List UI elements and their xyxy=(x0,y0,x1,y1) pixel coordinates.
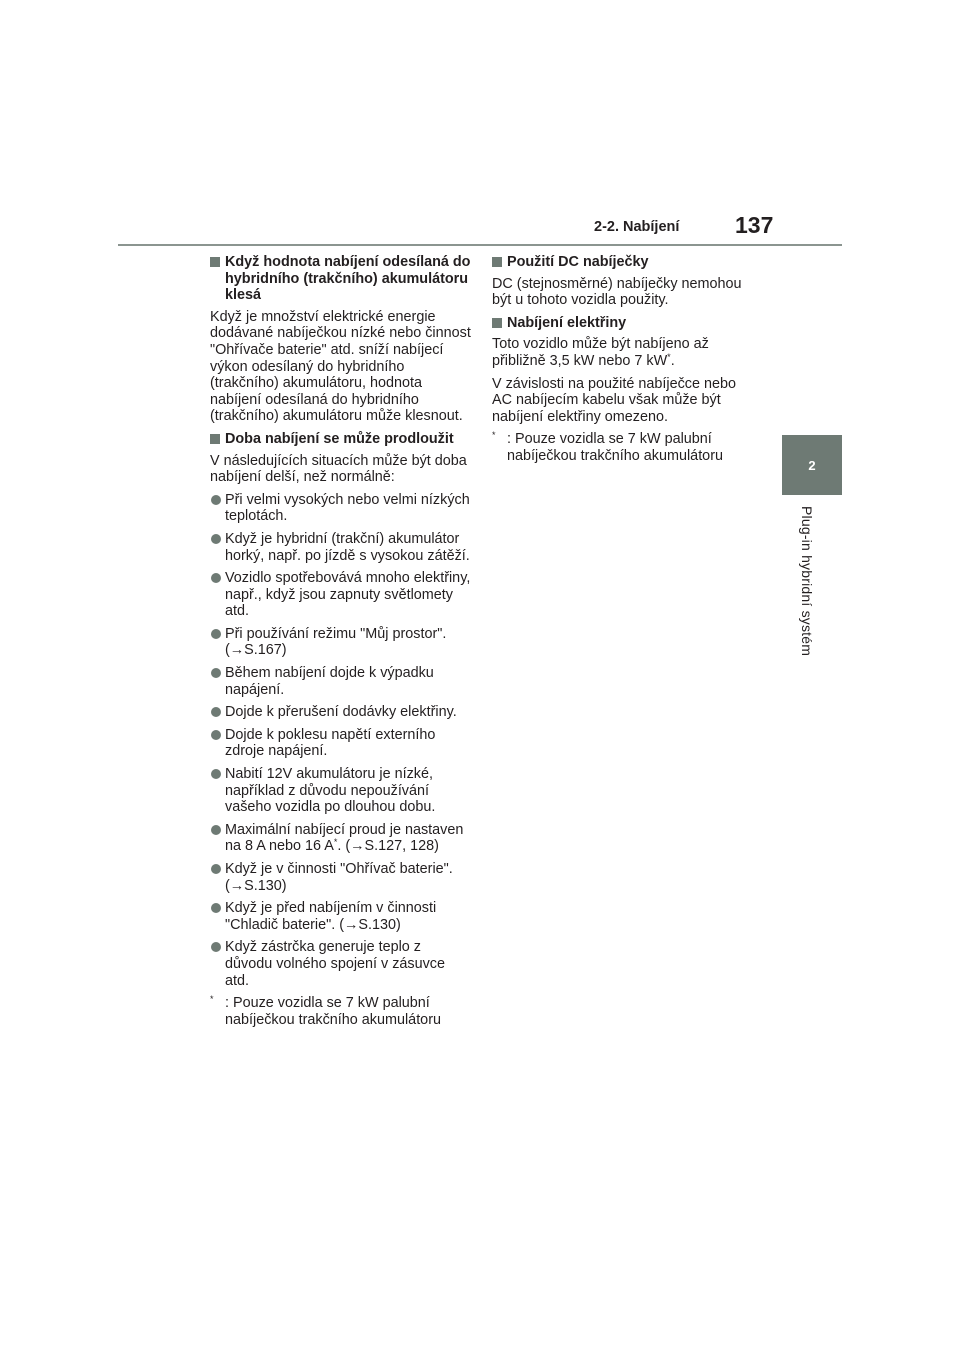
footnote: * : Pouze vozidla se 7 kW palubní nabíječkou trakčního akumulátoru xyxy=(492,430,723,464)
circle-bullet-icon xyxy=(211,707,221,717)
section-title: 2-2. Nabíjení xyxy=(594,219,680,235)
list-item: Když je hybridní (trakční) akumulátor horký, např. po jízdě s vysokou zátěží. xyxy=(210,531,472,564)
list-item: Když zástrčka generuje teplo z důvodu volného spojení v zásuvce atd. xyxy=(210,939,472,989)
circle-bullet-icon xyxy=(211,942,221,952)
footnote-mark: * xyxy=(667,351,671,362)
section-heading: Když hodnota nabíjení odesílaná do hybridního (trakčního) akumulátoru klesá xyxy=(210,254,472,304)
section-heading: Doba nabíjení se může prodloužit xyxy=(210,431,472,448)
circle-bullet-icon xyxy=(211,903,221,913)
paragraph: V závislosti na použité nabíječce nebo AC nabíjecím kabelu však může být nabíjení elektřiny omezeno. xyxy=(492,375,736,425)
chapter-tab xyxy=(782,435,842,495)
footnote-mark: * xyxy=(492,430,496,441)
square-bullet-icon xyxy=(492,318,502,328)
list-item: Maximální nabíjecí proud je nastaven na 8 A nebo 16 A*. (→S.127, 128) xyxy=(210,822,472,855)
list-item: Během nabíjení dojde k výpadku napájení. xyxy=(210,665,472,698)
list-item: Když je před nabíjením v činnosti "Chladič baterie". (→S.130) xyxy=(210,900,472,933)
right-column xyxy=(492,254,754,471)
circle-bullet-icon xyxy=(211,730,221,740)
circle-bullet-icon xyxy=(211,573,221,583)
square-bullet-icon xyxy=(210,257,220,267)
list-item: Když je v činnosti "Ohřívač baterie". (→S.130) xyxy=(210,861,472,894)
circle-bullet-icon xyxy=(211,495,221,505)
paragraph: DC (stejnosměrné) nabíječky nemohou být u tohoto vozidla použity. xyxy=(492,275,742,309)
list-item: Vozidlo spotřebovává mnoho elektřiny, např., když jsou zapnuty světlomety atd. xyxy=(210,570,472,620)
square-bullet-icon xyxy=(210,434,220,444)
section-heading: Použití DC nabíječky xyxy=(492,254,754,271)
circle-bullet-icon xyxy=(211,629,221,639)
page-number: 137 xyxy=(735,212,774,238)
chapter-label: Plug-in hybridní systém xyxy=(799,506,815,657)
left-column xyxy=(210,254,472,1034)
square-bullet-icon xyxy=(492,257,502,267)
circle-bullet-icon xyxy=(211,534,221,544)
footnote-mark: * xyxy=(333,837,338,848)
paragraph: V následujících situacích může být doba nabíjení delší, než normálně: xyxy=(210,452,467,486)
circle-bullet-icon xyxy=(211,769,221,779)
circle-bullet-icon xyxy=(211,825,221,835)
list-item: Dojde k přerušení dodávky elektřiny. xyxy=(210,704,472,721)
header-divider xyxy=(118,244,842,246)
list-item: Nabití 12V akumulátoru je nízké, například z důvodu nepoužívání vašeho vozidla po dlouhou dobu. xyxy=(210,766,472,816)
paragraph: Když je množství elektrické energie dodávané nabíječkou nízké nebo činnost "Ohřívače baterie" atd. sníží nabíjecí výkon odesílaný do hybridního (trakčního) akumulátoru, hodnota nabíjení odesílaná do hybridního (trakčního) akumulátoru může klesnout. xyxy=(210,308,471,425)
list-item: Dojde k poklesu napětí externího zdroje napájení. xyxy=(210,727,472,760)
section-heading: Nabíjení elektřiny xyxy=(492,315,754,332)
footnote: * : Pouze vozidla se 7 kW palubní nabíječkou trakčního akumulátoru xyxy=(210,994,441,1028)
circle-bullet-icon xyxy=(211,668,221,678)
chapter-number: 2 xyxy=(808,457,816,473)
list-item: Při velmi vysokých nebo velmi nízkých teplotách. xyxy=(210,492,472,525)
footnote-mark: * xyxy=(210,994,214,1005)
list-item: Při používání režimu "Můj prostor". (→S.167) xyxy=(210,626,472,659)
circle-bullet-icon xyxy=(211,864,221,874)
paragraph: Toto vozidlo může být nabíjeno až přibližně 3,5 kW nebo 7 kW*. xyxy=(492,336,709,369)
